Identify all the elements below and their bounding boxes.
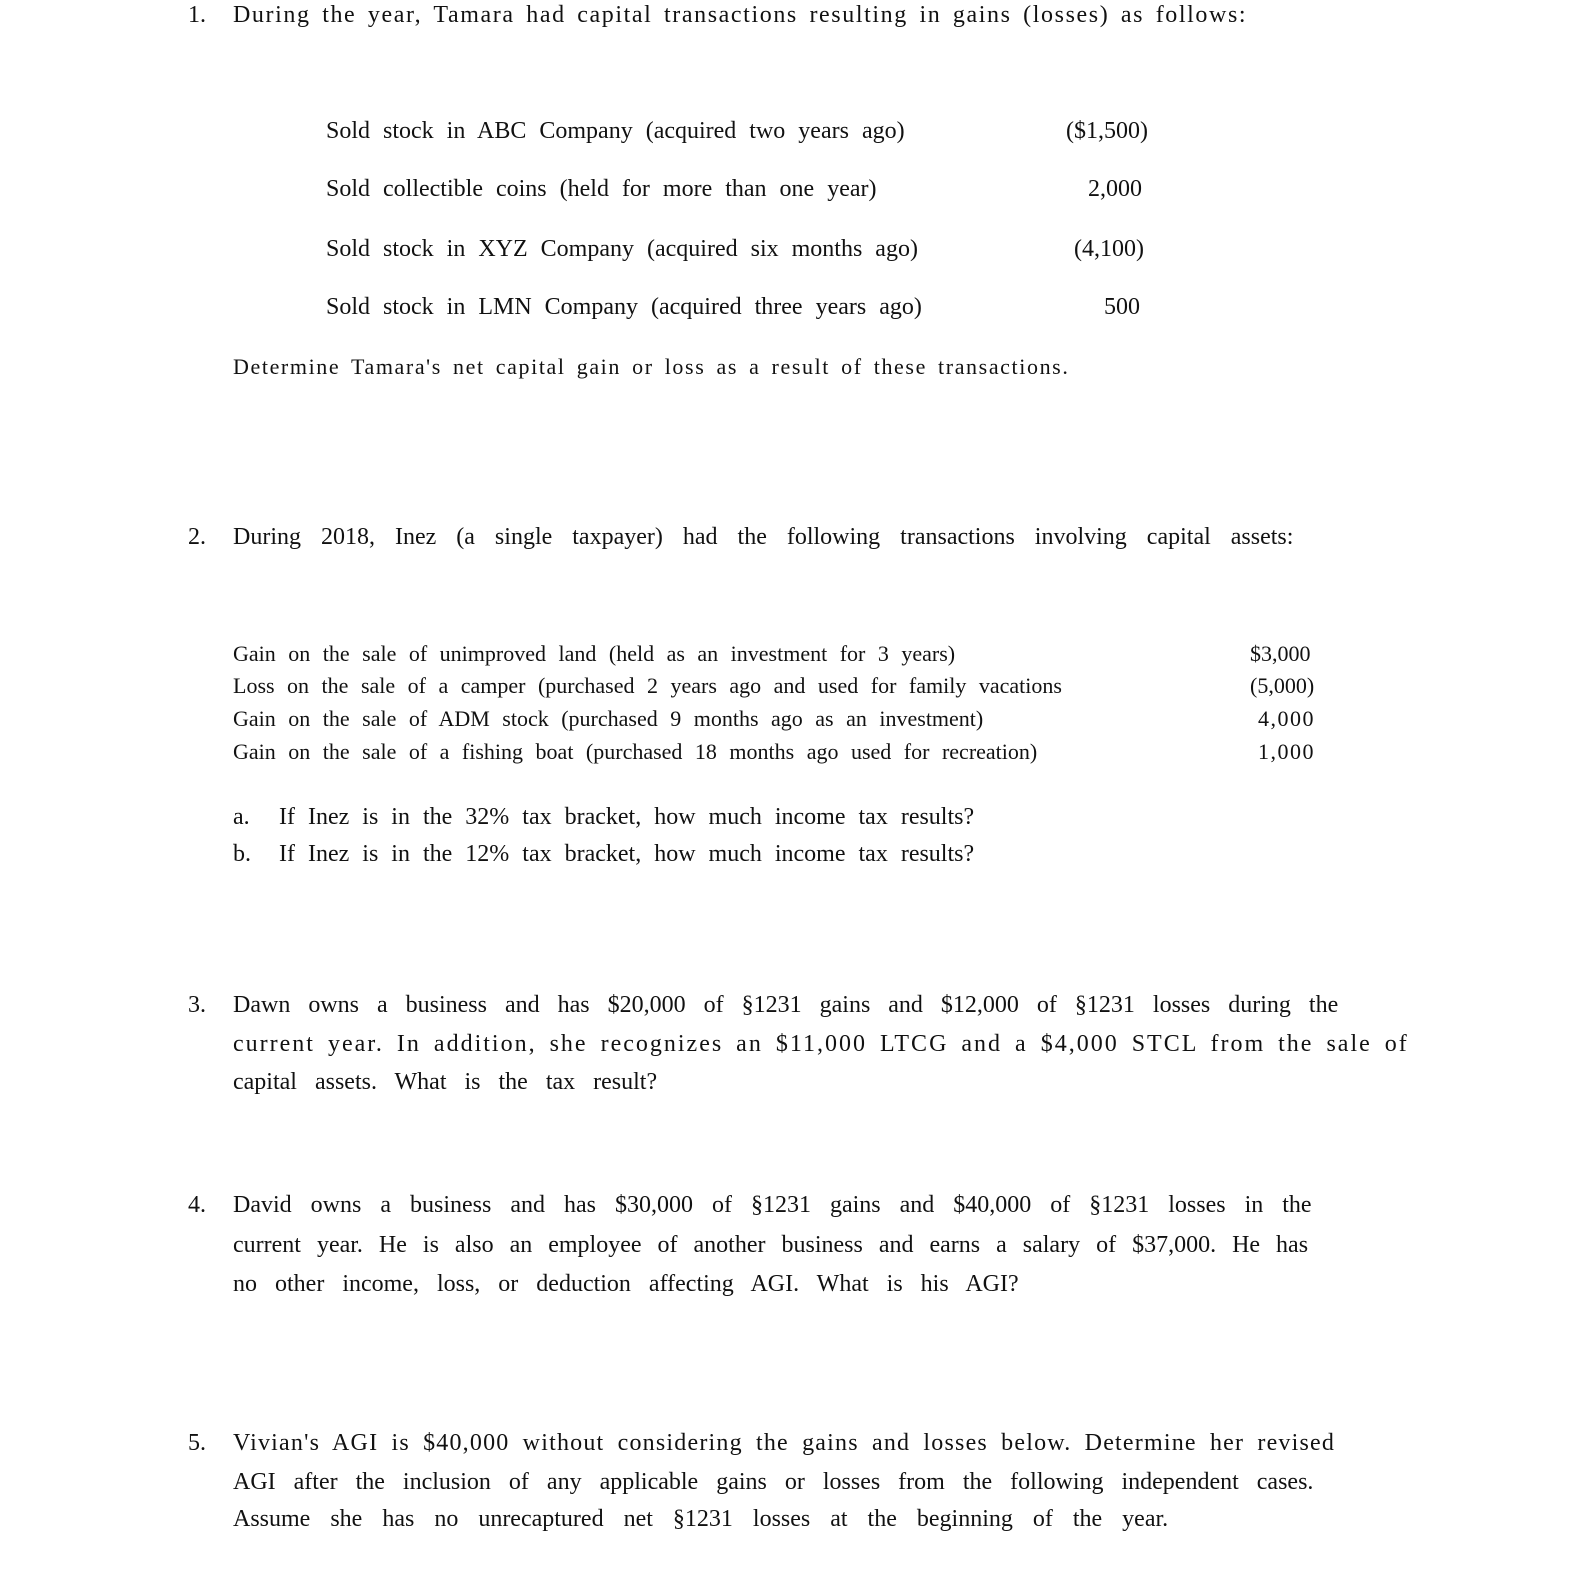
q2-sub-b-text: If Inez is in the 12% tax bracket, how much income tax results? — [279, 841, 975, 867]
q1-item-2-description: Sold collectible coins (held for more than one year) — [326, 176, 877, 202]
question-3-line-2: current year. In addition, she recognizes an $11,000 LTCG and a $4,000 STCL from the sale of — [233, 1031, 1409, 1057]
q2-item-2-amount: (5,000) — [1250, 673, 1315, 698]
question-1-number: 1. — [188, 2, 206, 28]
question-5-line-1: Vivian's AGI is $40,000 without considering the gains and losses below. Determine her revised — [233, 1430, 1336, 1456]
question-5-line-3: Assume she has no unrecaptured net §1231 losses at the beginning of the year. — [233, 1506, 1169, 1532]
question-2-number: 2. — [188, 524, 206, 550]
q1-item-4-amount: 500 — [1104, 294, 1140, 320]
q2-item-2-description: Loss on the sale of a camper (purchased 2 years ago and used for family vacations — [233, 673, 1062, 698]
question-5-number: 5. — [188, 1430, 206, 1456]
question-4-line-1: David owns a business and has $30,000 of §1231 gains and $40,000 of §1231 losses in the — [233, 1192, 1312, 1218]
q1-item-3-description: Sold stock in XYZ Company (acquired six months ago) — [326, 236, 918, 262]
q1-item-2-amount: 2,000 — [1088, 176, 1142, 202]
question-1-intro: During the year, Tamara had capital transactions resulting in gains (losses) as follows: — [233, 2, 1248, 28]
q2-item-3-amount: 4,000 — [1258, 706, 1315, 731]
question-3-line-3: capital assets. What is the tax result? — [233, 1069, 658, 1095]
q2-sub-a-label: a. — [233, 804, 250, 830]
q1-item-1-description: Sold stock in ABC Company (acquired two years ago) — [326, 118, 905, 144]
q2-item-1-amount: $3,000 — [1250, 641, 1311, 666]
q2-sub-a-text: If Inez is in the 32% tax bracket, how much income tax results? — [279, 804, 975, 830]
question-4-number: 4. — [188, 1192, 206, 1218]
q2-item-4-amount: 1,000 — [1258, 739, 1315, 764]
q2-item-1-description: Gain on the sale of unimproved land (held as an investment for 3 years) — [233, 641, 956, 666]
question-5-line-2: AGI after the inclusion of any applicable gains or losses from the following independent cases. — [233, 1469, 1314, 1495]
q1-item-4-description: Sold stock in LMN Company (acquired three years ago) — [326, 294, 922, 320]
q2-sub-b-label: b. — [233, 841, 251, 867]
question-1-prompt: Determine Tamara's net capital gain or loss as a result of these transactions. — [233, 354, 1070, 379]
question-4-line-2: current year. He is also an employee of another business and earns a salary of $37,000. He has — [233, 1232, 1309, 1258]
q1-item-1-amount: ($1,500) — [1066, 118, 1148, 144]
question-3-number: 3. — [188, 992, 206, 1018]
question-4-line-3: no other income, loss, or deduction affecting AGI. What is his AGI? — [233, 1271, 1019, 1297]
q2-item-3-description: Gain on the sale of ADM stock (purchased 9 months ago as an investment) — [233, 706, 984, 731]
q1-item-3-amount: (4,100) — [1074, 236, 1144, 262]
question-3-line-1: Dawn owns a business and has $20,000 of §1231 gains and $12,000 of §1231 losses during the — [233, 992, 1339, 1018]
q2-item-4-description: Gain on the sale of a fishing boat (purchased 18 months ago used for recreation) — [233, 739, 1038, 764]
question-2-intro: During 2018, Inez (a single taxpayer) had the following transactions involving capital assets: — [233, 524, 1294, 550]
